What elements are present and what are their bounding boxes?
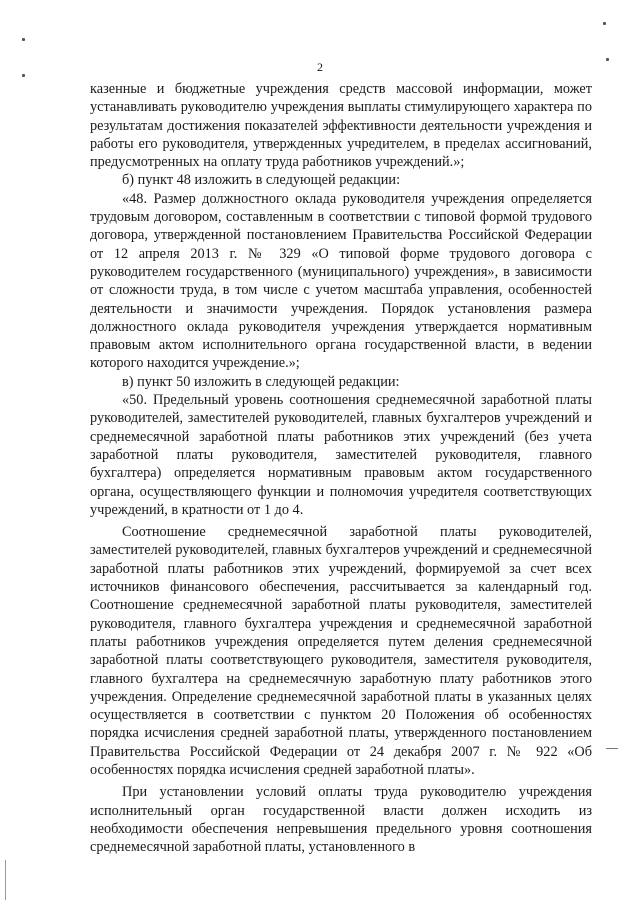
paragraph-pay-conditions: При установлении условий оплаты труда руководителю учреждения исполнительный орган государственной власти должен исходить из необходимости обеспечения непревышения предельного уровня соотношения среднемесячной заработной платы, установленного в: [90, 784, 592, 856]
paragraph-point-48: «48. Размер должностного оклада руководителя учреждения определяется трудовым договором, составленным в соответствии с типовой формой трудового договора, утвержденной постановлением Правительства Российской Федерации от 12 апреля 2013 г. № 329 «О типовой форме трудового договора с руководителем государственного (муниципального) учреждения», в зависимости от сложности труда, в том числе с учетом масштаба управления, особенностей деятельности и значимости учреждения. Порядок установления размера должностного оклада руководителя учреждения утверждается нормативным правовым актом исполнительного органа государственной власти, в ведении которого находится учреждение.»;: [90, 190, 592, 372]
paragraph-continuation: казенные и бюджетные учреждения средств массовой информации, может устанавливать руководителю учреждения выплаты стимулирующего характера по результатам достижения показателей эффективности деятельности учреждения и работы его руководителя, утвержденных учредителем, в пределах ассигнований, предусмотренных на оплату труда работников учреждений.»;: [90, 81, 592, 171]
scan-speck: [22, 38, 25, 41]
document-body: [90, 80, 592, 856]
scan-speck: [603, 22, 606, 25]
scan-edge-line: [5, 860, 6, 900]
scan-stray-mark: [606, 748, 618, 749]
paragraph-salary-ratio: Соотношение среднемесячной заработной платы руководителей, заместителей руководителей, главных бухгалтеров учреждений и среднемесячной заработной платы работников этих учреждений, формируемой за счет всех источников финансового обеспечения, рассчитывается за календарный год. Соотношение среднемесячной заработной платы руководителя, заместителей руководителя, главного бухгалтера учреждения и среднемесячной заработной платы работников учреждения определяется путем деления среднемесячной заработной платы соответствующего руководителя, заместителя руководителя, главного бухгалтера на среднемесячную заработную плату работников этого учреждения. Определение среднемесячной заработной платы в указанных целях осуществляется в соответствии с пунктом 20 Положения об особенностях порядка исчисления средней заработной платы, утвержденного постановлением Правительства Российской Федерации от 24 декабря 2007 г. № 922 «Об особенностях порядка исчисления средней заработной платы».: [90, 524, 592, 778]
paragraph-point-50: «50. Предельный уровень соотношения среднемесячной заработной платы руководителей, заместителей руководителей, главных бухгалтеров учреждений и среднемесячной заработной платы работников этих учреждений (без учета заработной платы руководителя, заместителей руководителя, главного бухгалтера) определяется нормативным правовым актом государственного органа, осуществляющего функции и полномочия учредителя соответствующих учреждений, в кратности от 1 до 4.: [90, 392, 592, 518]
paragraph-item-v: в) пункт 50 изложить в следующей редакции:: [122, 373, 400, 390]
paragraph-item-b: б) пункт 48 изложить в следующей редакции:: [122, 172, 401, 189]
page-number: 2: [317, 60, 323, 74]
